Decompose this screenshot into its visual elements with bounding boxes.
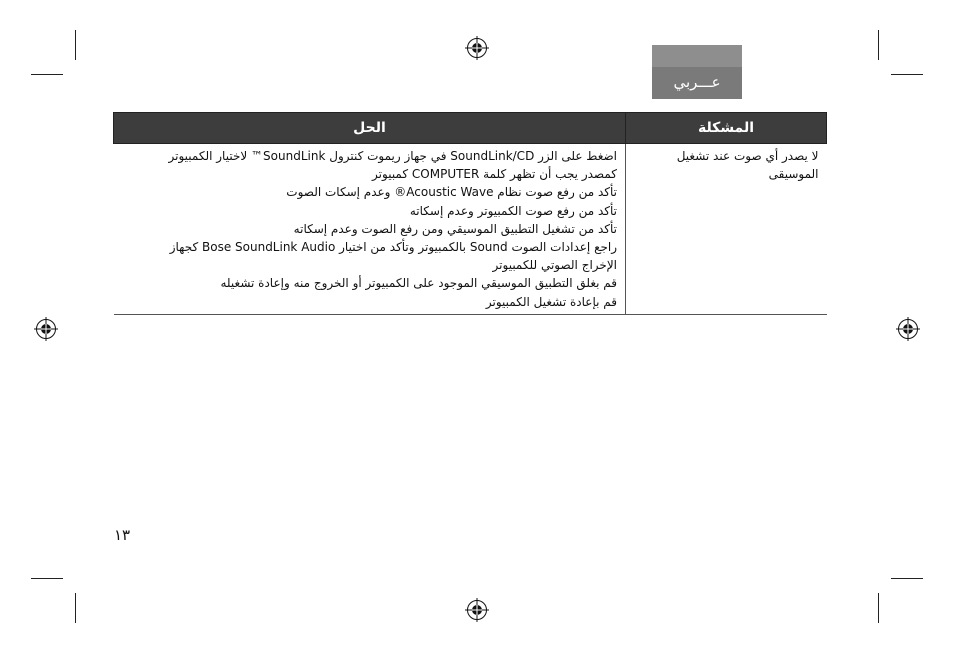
solution-line: قم بغلق التطبيق الموسيقي الموجود على الكمبيوتر أو الخروج منه وإعادة تشغيله <box>220 276 617 291</box>
problem-cell: لا يصدر أي صوت عند تشغيل الموسيقى <box>626 144 827 315</box>
solution-line: تأكد من تشغيل التطبيق الموسيقي ومن رفع الصوت وعدم إسكاته <box>293 221 617 236</box>
solution-line: تأكد من رفع صوت نظام Acoustic Wave® وعدم إسكات الصوت <box>286 185 617 200</box>
language-tab-label: عـــربي <box>673 73 721 91</box>
crop-mark-bottom-right-horizontal <box>891 578 923 579</box>
crop-mark-bottom-left-vertical <box>75 593 76 623</box>
table-header-row <box>114 113 827 144</box>
crop-mark-top-right-vertical <box>878 30 879 60</box>
registration-mark-top-icon <box>465 36 489 60</box>
table-row <box>114 144 827 315</box>
crop-mark-top-right-horizontal <box>891 74 923 75</box>
troubleshooting-table <box>113 112 827 315</box>
crop-mark-bottom-right-vertical <box>878 593 879 623</box>
solution-column-header: الحل <box>114 113 626 144</box>
solution-line: الإخراج الصوتي للكمبيوتر <box>492 258 617 273</box>
solution-cell <box>114 144 626 315</box>
page-number: ١٣ <box>114 526 131 544</box>
solution-line: كمصدر يجب أن تظهر كلمة COMPUTER كمبيوتر <box>372 167 617 182</box>
solution-line: اضغط على الزر SoundLink/CD في جهاز ريموت كنترول SoundLink™ لاختيار الكمبيوتر <box>168 149 617 163</box>
crop-mark-bottom-left-horizontal <box>31 578 63 579</box>
crop-mark-top-left-horizontal <box>31 74 63 75</box>
solution-line: تأكد من رفع صوت الكمبيوتر وعدم إسكاته <box>409 203 617 218</box>
language-tab-band <box>652 45 742 67</box>
solution-line: قم بإعادة تشغيل الكمبيوتر <box>485 294 617 309</box>
problem-column-header: المشكلة <box>626 113 827 144</box>
registration-mark-right-icon <box>896 317 920 341</box>
crop-mark-top-left-vertical <box>75 30 76 60</box>
registration-mark-bottom-icon <box>465 598 489 622</box>
registration-mark-left-icon <box>34 317 58 341</box>
language-tab <box>652 45 742 99</box>
solution-line: راجع إعدادات الصوت Sound بالكمبيوتر وتأكد من اختيار Bose SoundLink Audio كجهاز <box>169 240 617 255</box>
